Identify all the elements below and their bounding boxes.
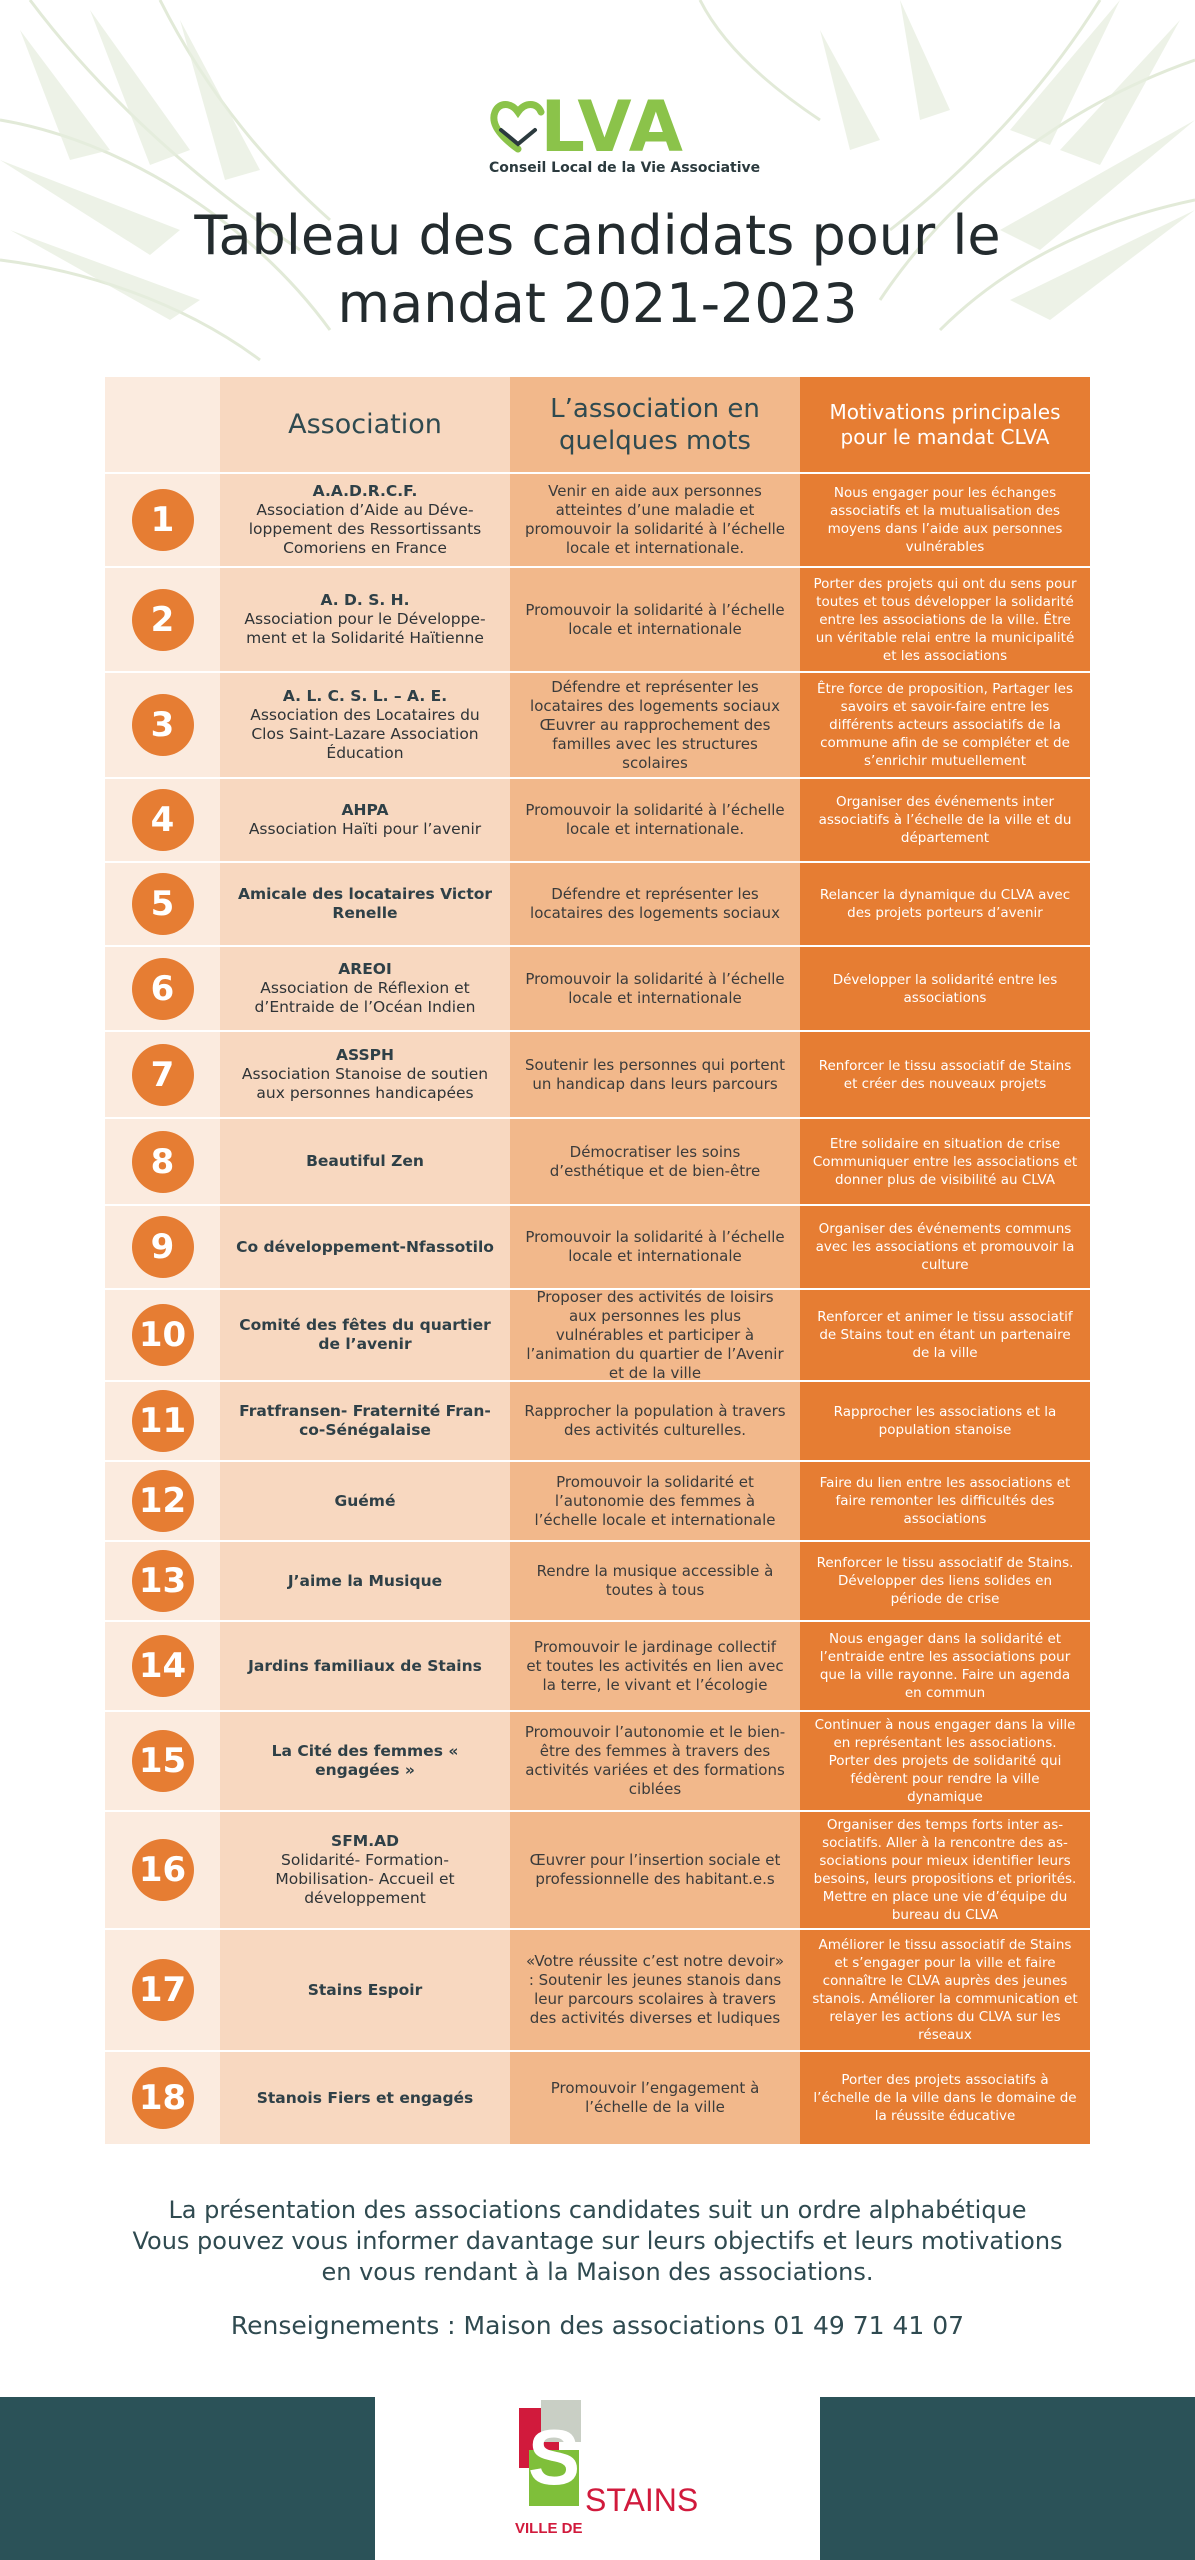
association-cell — [220, 673, 510, 777]
association-mots-cell: Promouvoir l’engagement à l’échelle de la ville — [510, 2052, 800, 2144]
row-number-cell — [105, 1119, 220, 1204]
footer-note — [60, 2195, 1135, 2288]
header-number-cell — [105, 377, 220, 472]
row-number-cell — [105, 947, 220, 1030]
association-mots-cell: Venir en aide aux personnes atteintes d’une maladie et promouvoir la solidarité à l’échelle locale et internationale. — [510, 474, 800, 566]
row-number-cell — [105, 779, 220, 861]
table-row — [105, 1928, 1090, 2050]
association-mots-cell: Soutenir les personnes qui portent un handicap dans leurs parcours — [510, 1032, 800, 1117]
association-name: Guémé — [334, 1491, 396, 1510]
association-cell — [220, 1712, 510, 1810]
association-full-name: Solidarité- Formation- Mobilisation- Accueil et développement — [275, 1851, 455, 1907]
motivations-cell: Améliorer le tissu associatif de Stains et s’engager pour la ville et faire connaître le CLVA auprès des jeunes stanois. Améliorer la communication et relayer les actions du CLVA sur les réseaux — [800, 1930, 1090, 2050]
association-cell — [220, 779, 510, 861]
association-name: A.A.D.R.C.F. — [312, 482, 418, 500]
association-mots-cell: Promouvoir la solidarité à l’échelle locale et internationale. — [510, 779, 800, 861]
association-mots-cell: Promouvoir la solidarité à l’échelle locale et internationale — [510, 947, 800, 1030]
association-name: La Cité des femmes « engagées » — [271, 1742, 459, 1779]
table-row — [105, 1540, 1090, 1620]
association-name: Co développement-Nfassotilo — [236, 1237, 494, 1256]
row-number-badge: 17 — [132, 1959, 194, 2021]
table-row — [105, 861, 1090, 945]
logo-letters: LVA — [540, 86, 685, 168]
header-mots: L’association en quelques mots — [510, 377, 800, 472]
table-row — [105, 1810, 1090, 1928]
row-number-badge: 13 — [132, 1550, 194, 1612]
table-row — [105, 472, 1090, 566]
association-cell — [220, 1206, 510, 1288]
association-name: AHPA — [341, 801, 389, 819]
row-number-cell — [105, 2052, 220, 2144]
heart-logo-icon — [487, 94, 549, 156]
motivations-cell: Continuer à nous engager dans la ville en représentant les associations. Porter des projets de solidarité qui fédèrent pour rendre la ville dynamique — [800, 1712, 1090, 1810]
motivations-cell: Développer la solidarité entre les associations — [800, 947, 1090, 1030]
clva-logo — [487, 86, 761, 182]
association-name: SFM.AD — [331, 1832, 399, 1850]
association-name: AREOI — [338, 960, 392, 978]
association-name: Stains Espoir — [307, 1980, 423, 1999]
association-cell — [220, 2052, 510, 2144]
row-number-badge: 7 — [132, 1044, 194, 1106]
motivations-cell: Porter des projets qui ont du sens pour toutes et tous développer la solidarité entre les associations de la ville. Être un véritable relai entre la municipalité et les associations — [800, 568, 1090, 671]
motivations-cell: Relancer la dynamique du CLVA avec des projets porteurs d’avenir — [800, 863, 1090, 945]
association-mots-cell: Promouvoir le jardinage collectif et toutes les activités en lien avec la terre, le vivant et l’écologie — [510, 1622, 800, 1710]
association-name: A. D. S. H. — [320, 591, 410, 609]
row-number-badge: 9 — [132, 1216, 194, 1278]
page-title — [60, 202, 1135, 338]
motivations-cell: Organiser des événements inter associatifs à l’échelle de la ville et du département — [800, 779, 1090, 861]
row-number-cell — [105, 1462, 220, 1540]
association-mots-cell: Défendre et représenter les locataires des logements sociaux — [510, 863, 800, 945]
association-full-name: Association de Réflexion et d’Entraide de l’Océan Indien — [254, 979, 476, 1016]
motivations-cell: Renforcer le tissu associatif de Stains et créer des nouveaux projets — [800, 1032, 1090, 1117]
row-number-badge: 3 — [132, 694, 194, 756]
stains-logo — [515, 2400, 699, 2545]
table-row — [105, 1710, 1090, 1810]
row-number-cell — [105, 568, 220, 671]
association-cell — [220, 474, 510, 566]
row-number-cell — [105, 673, 220, 777]
association-name: Stanois Fiers et engagés — [256, 2088, 474, 2107]
row-number-cell — [105, 863, 220, 945]
association-name: Jardins familiaux de Stains — [248, 1656, 482, 1675]
row-number-cell — [105, 1206, 220, 1288]
association-name: A. L. C. S. L. – A. E. — [282, 687, 448, 705]
footer-line-3: en vous rendant à la Maison des associations. — [321, 2258, 874, 2286]
association-mots-cell: Promouvoir l’autonomie et le bien-être des femmes à travers des activités variées et des formations ciblées — [510, 1712, 800, 1810]
motivations-cell: Faire du lien entre les associations et faire remonter les difficultés des associations — [800, 1462, 1090, 1540]
association-mots-cell: Œuvrer pour l’insertion sociale et professionnelle des habitant.e.s — [510, 1812, 800, 1928]
association-cell — [220, 1930, 510, 2050]
association-cell — [220, 1382, 510, 1460]
association-cell — [220, 863, 510, 945]
table-row — [105, 566, 1090, 671]
association-mots-cell: Démocratiser les soins d’esthétique et de bien-être — [510, 1119, 800, 1204]
footer-renseignements: Renseignements : Maison des associations 01 49 71 41 07 — [230, 2311, 965, 2340]
table-header — [105, 377, 1090, 472]
motivations-cell: Porter des projets associatifs à l’échelle de la ville dans le domaine de la réussite éducative — [800, 2052, 1090, 2144]
motivations-cell: Etre solidaire en situation de crise Communiquer entre les associations et donner plus de visibilité au CLVA — [800, 1119, 1090, 1204]
stains-ville-de: VILLE DE — [515, 2520, 583, 2537]
header-association: Association — [220, 377, 510, 472]
motivations-cell: Être force de proposition, Partager les savoirs et savoir-faire entre les différents acteurs associatifs de la commune afin de se compléter et de s’enrichir mutuellement — [800, 673, 1090, 777]
association-cell — [220, 1119, 510, 1204]
footer-line-1: La présentation des associations candidates suit un ordre alphabétique — [168, 2196, 1027, 2224]
row-number-badge: 12 — [132, 1470, 194, 1532]
table-body — [105, 472, 1090, 2144]
association-full-name: Association Stanoise de soutien aux personnes handicapées — [241, 1065, 489, 1102]
association-mots-cell: Rapprocher la population à travers des activités culturelles. — [510, 1382, 800, 1460]
motivations-cell: Rapprocher les associations et la population stanoise — [800, 1382, 1090, 1460]
association-mots-cell: Proposer des activités de loisirs aux personnes les plus vulnérables et participer à l’animation du quartier de l’Avenir et de la ville — [510, 1290, 800, 1380]
row-number-badge: 11 — [132, 1390, 194, 1452]
row-number-cell — [105, 1542, 220, 1620]
stains-word: STAINS — [585, 2482, 699, 2518]
table-row — [105, 2050, 1090, 2144]
motivations-cell: Organiser des temps forts inter as-sociatifs. Aller à la rencontre des as-sociations pour mieux identifier leurs besoins, leurs propositions et priorités. Mettre en place une vie d’équipe du bureau du CLVA — [800, 1812, 1090, 1928]
title-line-2: mandat 2021-2023 — [337, 272, 858, 335]
table-row — [105, 1380, 1090, 1460]
row-number-badge: 8 — [132, 1131, 194, 1193]
motivations-cell: Organiser des événements communs avec les associations et promouvoir la culture — [800, 1206, 1090, 1288]
association-cell — [220, 1622, 510, 1710]
association-mots-cell: Rendre la musique accessible à toutes à tous — [510, 1542, 800, 1620]
table-row — [105, 1288, 1090, 1380]
association-mots-cell: Défendre et représenter les locataires des logements sociaux Œuvrer au rapprochement des familles avec les structures scolaires — [510, 673, 800, 777]
association-name: Fratfransen- Fraternité Fran-co-Sénégalaise — [239, 1402, 491, 1439]
association-mots-cell: Promouvoir la solidarité et l’autonomie des femmes à l’échelle locale et internationale — [510, 1462, 800, 1540]
association-cell — [220, 1462, 510, 1540]
footer-band-right — [820, 2397, 1195, 2560]
table-row — [105, 777, 1090, 861]
row-number-badge: 4 — [132, 789, 194, 851]
motivations-cell: Nous engager pour les échanges associatifs et la mutualisation des moyens dans l’aide aux personnes vulnérables — [800, 474, 1090, 566]
association-full-name: Association d’Aide au Déve-loppement des Ressortissants Comoriens en France — [248, 501, 482, 557]
row-number-badge: 15 — [132, 1730, 194, 1792]
association-name: J’aime la Musique — [287, 1571, 443, 1590]
association-cell — [220, 1542, 510, 1620]
association-cell — [220, 568, 510, 671]
row-number-cell — [105, 1712, 220, 1810]
association-name: Comité des fêtes du quartier de l’avenir — [239, 1316, 491, 1353]
title-line-1: Tableau des candidats pour le — [194, 204, 1001, 267]
table-row — [105, 1030, 1090, 1117]
table-row — [105, 1204, 1090, 1288]
motivations-cell: Renforcer et animer le tissu associatif de Stains tout en étant un partenaire de la ville — [800, 1290, 1090, 1380]
association-full-name: Association pour le Développe-ment et la Solidarité Haïtienne — [244, 610, 486, 647]
association-name: ASSPH — [336, 1046, 394, 1064]
association-name: Beautiful Zen — [306, 1152, 424, 1170]
row-number-badge: 2 — [132, 589, 194, 651]
logo-subtitle: Conseil Local de la Vie Associative — [489, 160, 761, 176]
row-number-badge: 10 — [132, 1304, 194, 1366]
association-mots-cell: «Votre réussite c’est notre devoir» : Soutenir les jeunes stanois dans leur parcours scolaires à travers des activités diverses et ludiques — [510, 1930, 800, 2050]
association-cell — [220, 1032, 510, 1117]
table-row — [105, 1460, 1090, 1540]
motivations-cell: Renforcer le tissu associatif de Stains. Développer des liens solides en période de crise — [800, 1542, 1090, 1620]
header-motivations: Motivations principales pour le mandat CLVA — [800, 377, 1090, 472]
table-row — [105, 1620, 1090, 1710]
candidates-table — [105, 377, 1090, 2144]
row-number-badge: 18 — [132, 2067, 194, 2129]
row-number-cell — [105, 1290, 220, 1380]
row-number-badge: 5 — [132, 873, 194, 935]
table-row — [105, 945, 1090, 1030]
association-name: Amicale des locataires Victor Renelle — [237, 885, 493, 922]
motivations-cell: Nous engager dans la solidarité et l’entraide entre les associations pour que la ville rayonne. Faire un agenda en commun — [800, 1622, 1090, 1710]
table-row — [105, 671, 1090, 777]
row-number-cell — [105, 1032, 220, 1117]
row-number-cell — [105, 1382, 220, 1460]
association-mots-cell: Promouvoir la solidarité à l’échelle locale et internationale — [510, 1206, 800, 1288]
row-number-badge: 1 — [132, 489, 194, 551]
association-full-name: Association Haïti pour l’avenir — [248, 820, 482, 838]
association-cell — [220, 947, 510, 1030]
stains-s-icon — [519, 2400, 589, 2510]
row-number-cell — [105, 1622, 220, 1710]
table-row — [105, 1117, 1090, 1204]
association-full-name: Association des Locataires du Clos Saint-Lazare Association Éducation — [250, 706, 480, 762]
footer-band-left — [0, 2397, 375, 2560]
stains-s-letter: S — [527, 2413, 581, 2501]
row-number-badge: 16 — [132, 1839, 194, 1901]
row-number-cell — [105, 474, 220, 566]
row-number-cell — [105, 1812, 220, 1928]
association-cell — [220, 1812, 510, 1928]
footer-line-2: Vous pouvez vous informer davantage sur leurs objectifs et leurs motivations — [132, 2227, 1063, 2255]
association-mots-cell: Promouvoir la solidarité à l’échelle locale et internationale — [510, 568, 800, 671]
row-number-badge: 6 — [132, 958, 194, 1020]
row-number-cell — [105, 1930, 220, 2050]
association-cell — [220, 1290, 510, 1380]
row-number-badge: 14 — [132, 1635, 194, 1697]
